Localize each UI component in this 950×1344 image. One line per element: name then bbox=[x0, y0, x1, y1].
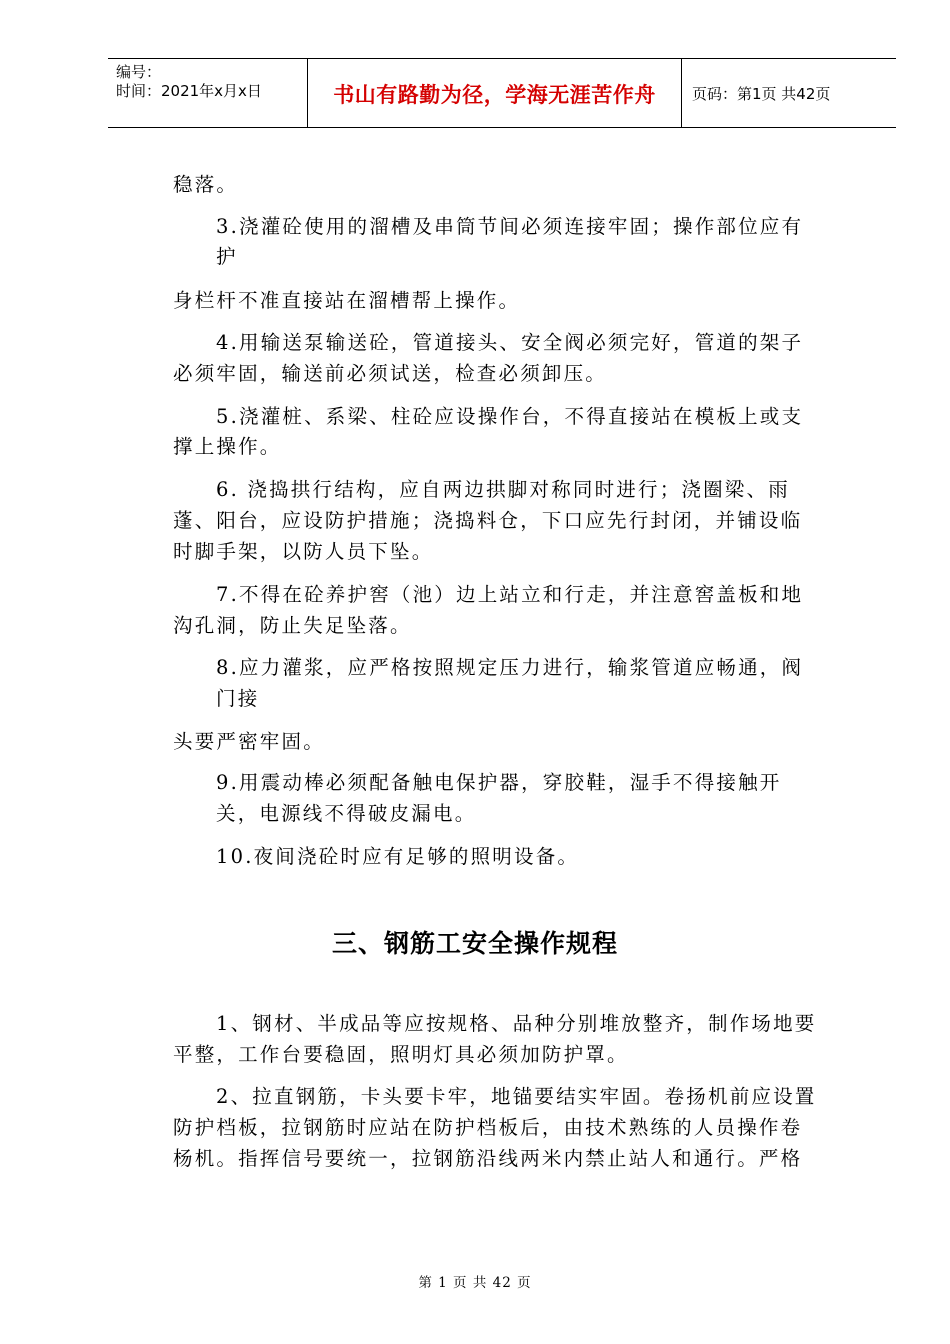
body-line: 6. 浇捣拱行结构，应自两边拱脚对称同时进行；浇圈梁、雨 bbox=[216, 478, 790, 501]
body-line: 撑上操作。 bbox=[173, 435, 282, 458]
body-line: 防护档板，拉钢筋时应站在防护档板后，由技术熟练的人员操作卷 bbox=[173, 1116, 803, 1139]
body-line: 7.不得在砼养护窖（池）边上站立和行走，并注意窖盖板和地 bbox=[216, 583, 804, 606]
body-line: 时脚手架，以防人员下坠。 bbox=[173, 540, 434, 563]
body-line: 稳落。 bbox=[173, 173, 239, 196]
body-line: 关，电源线不得破皮漏电。 bbox=[216, 802, 477, 825]
body-line: 必须牢固，输送前必须试送，检查必须卸压。 bbox=[173, 362, 608, 385]
header-meta-cell bbox=[108, 59, 308, 127]
body-line: 沟孔洞，防止失足坠落。 bbox=[173, 614, 412, 637]
header-motto-cell bbox=[308, 59, 682, 127]
body-line: 头要严密牢固。 bbox=[173, 730, 325, 753]
body-line: 护 bbox=[216, 245, 238, 268]
body-line: 杨机。指挥信号要统一，拉钢筋沿线两米内禁止站人和通行。严格 bbox=[173, 1147, 803, 1170]
body-line: 身栏杆不准直接站在溜槽帮上操作。 bbox=[173, 289, 521, 312]
body-line: 1、钢材、半成品等应按规格、品种分别堆放整齐，制作场地要 bbox=[216, 1012, 817, 1035]
body-line: 3.浇灌砼使用的溜槽及串筒节间必须连接牢固；操作部位应有 bbox=[216, 215, 804, 238]
body-line: 10.夜间浇砼时应有足够的照明设备。 bbox=[216, 845, 580, 868]
section-title: 三、钢筋工安全操作规程 bbox=[331, 929, 618, 958]
header-table bbox=[108, 58, 896, 128]
body-line: 4.用输送泵输送砼，管道接头、安全阀必须完好，管道的架子 bbox=[216, 331, 804, 354]
body-line: 2、拉直钢筋，卡头要卡牢，地锚要结实牢固。卷扬机前应设置 bbox=[216, 1085, 817, 1108]
document-date: 时间：2021年x月x日 bbox=[116, 82, 262, 100]
document-number-label: 编号： bbox=[116, 63, 162, 81]
body-line: 平整，工作台要稳固，照明灯具必须加防护罩。 bbox=[173, 1043, 629, 1066]
body-line: 8.应力灌浆，应严格按照规定压力进行，输浆管道应畅通，阀 bbox=[216, 656, 804, 679]
body-line: 蓬、阳台，应设防护措施；浇捣料仓，下口应先行封闭，并铺设临 bbox=[173, 509, 803, 532]
header-page-info: 页码：第1页 共42页 bbox=[692, 84, 831, 103]
body-line: 9.用震动棒必须配备触电保护器，穿胶鞋，湿手不得接触开 bbox=[216, 771, 782, 794]
header-motto: 书山有路勤为径，学海无涯苦作舟 bbox=[333, 83, 656, 107]
page-footer: 第 1 页 共 42 页 bbox=[418, 1275, 532, 1291]
body-line: 5.浇灌桩、系梁、柱砼应设操作台，不得直接站在模板上或支 bbox=[216, 405, 804, 428]
header-page-cell bbox=[682, 59, 896, 127]
body-line: 门接 bbox=[216, 687, 260, 710]
